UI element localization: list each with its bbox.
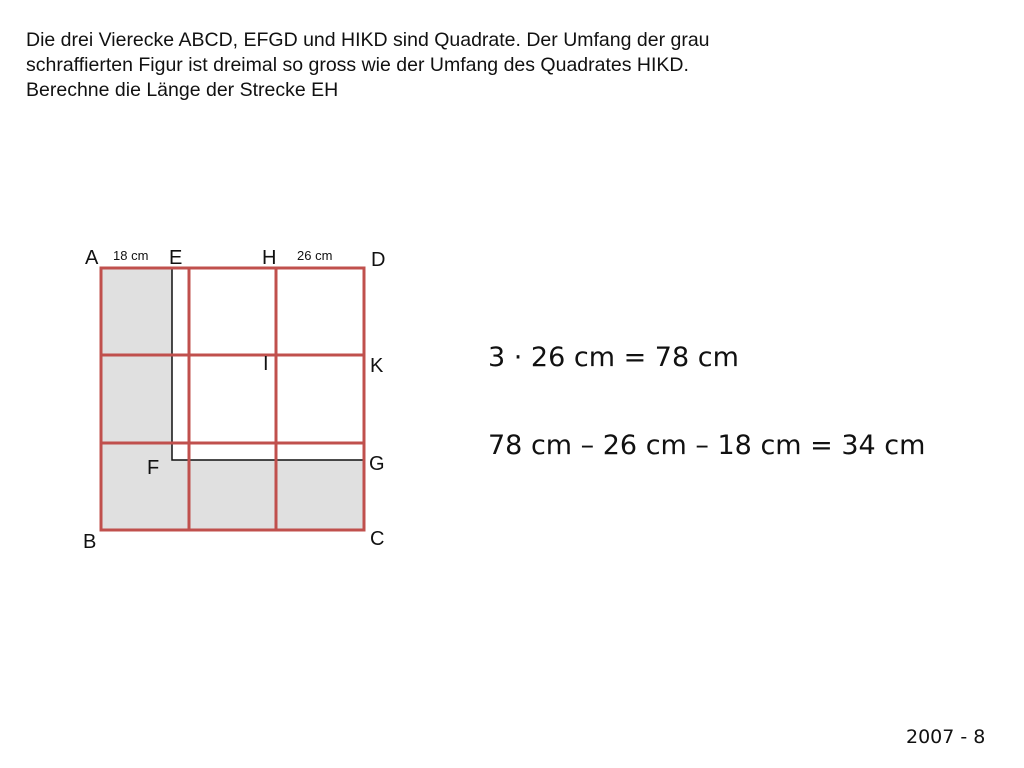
point-label-a: A [85,247,99,269]
point-label-g: G [369,453,385,475]
calculation-line-2: 78 cm – 26 cm – 18 cm = 34 cm [488,430,926,461]
shaded-region [101,268,364,530]
point-label-i: I [263,353,269,375]
calculation-line-1: 3 · 26 cm = 78 cm [488,342,739,373]
point-label-d: D [371,249,386,271]
slide-number: 2007 - 8 [906,726,986,748]
dimension-label-ae: 18 cm [113,248,149,263]
point-label-f: F [147,457,160,479]
point-label-k: K [370,355,384,377]
dimension-label-hd: 26 cm [297,248,333,263]
point-label-b: B [83,531,97,553]
point-label-c: C [370,528,385,550]
task-line-3: Berechne die Länge der Strecke EH [26,79,339,101]
point-label-e: E [169,247,183,269]
point-label-h: H [262,247,277,269]
task-line-2: schraffierten Figur ist dreimal so gross wie der Umfang des Quadrates HIKD. [26,54,689,76]
task-line-1: Die drei Vierecke ABCD, EFGD und HIKD sind Quadrate. Der Umfang der grau [26,29,710,51]
